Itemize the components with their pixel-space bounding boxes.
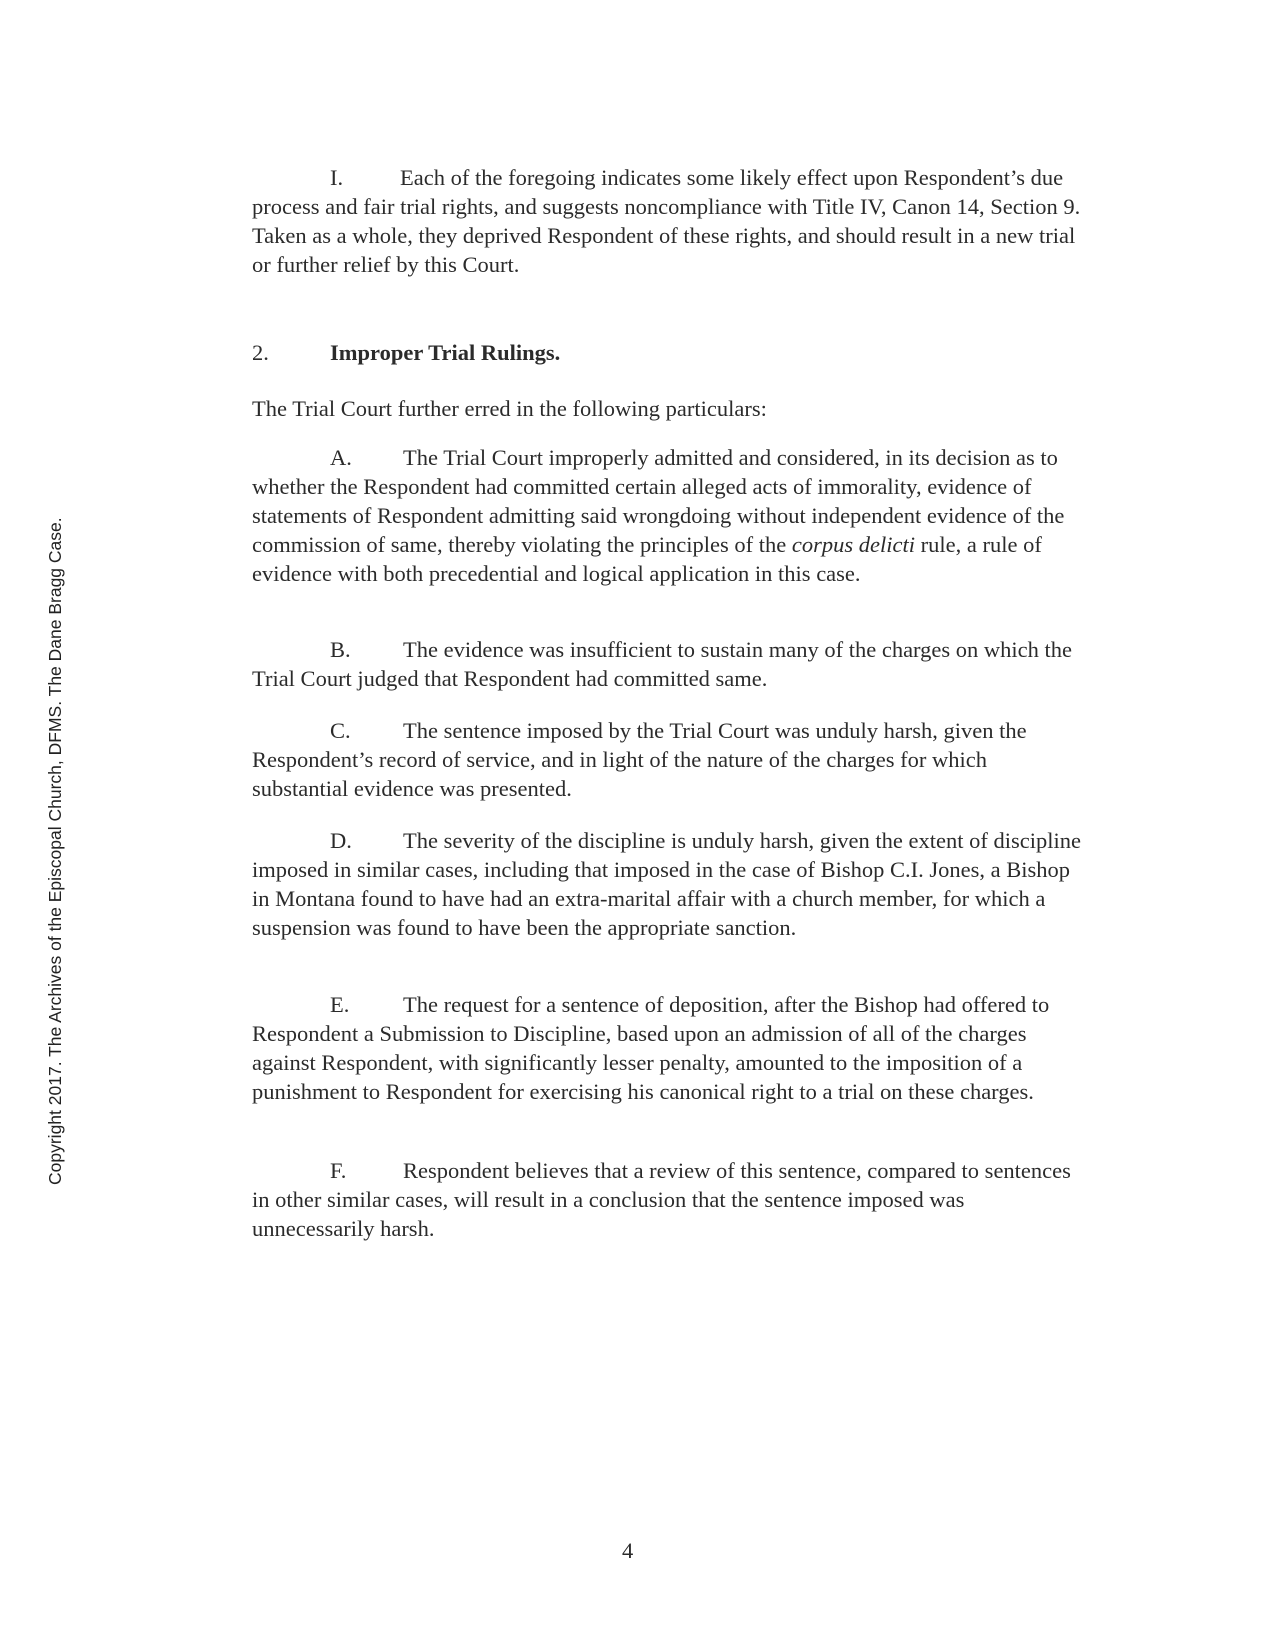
page-number: 4 — [622, 1538, 634, 1563]
paragraph-i-body — [252, 163, 1082, 279]
item-a — [252, 443, 1082, 588]
item-text: The request for a sentence of deposition, after the Bishop had offered to Respondent a Submission to Discipline, based upon an admission of all of the charges against Respondent, with significantly lesser penalty, amounted to the imposition of a punishment to Respondent for exercising his canonical right to a trial on these charges. — [252, 992, 1050, 1104]
item-b — [252, 635, 1082, 693]
item-c — [252, 716, 1082, 803]
item-label: A. — [330, 445, 352, 470]
item-label: F. — [330, 1158, 347, 1183]
copyright-side-note: Copyright 2017. The Archives of the Episcopal Church, DFMS. The Dane Bragg Case. — [45, 517, 65, 1185]
paragraph-i — [252, 163, 1082, 279]
item-label: C. — [330, 718, 351, 743]
item-italic-term: corpus delicti — [791, 532, 915, 557]
item-text: The evidence was insufficient to sustain many of the charges on which the Trial Court judged that Respondent had committed same. — [252, 637, 1072, 691]
item-text: The sentence imposed by the Trial Court was unduly harsh, given the Respondent’s record of service, and in light of the nature of the charges for which substantial evidence was presented. — [252, 718, 1027, 801]
item-e — [252, 990, 1082, 1106]
section-number: 2. — [252, 340, 269, 365]
item-text-continued: rule, a rule of evidence with both precedential and logical application in this case. — [252, 532, 1042, 586]
section-heading — [252, 340, 560, 366]
item-label: E. — [330, 992, 350, 1017]
item-label: D. — [330, 828, 352, 853]
item-d — [252, 826, 1082, 942]
item-text: The Trial Court improperly admitted and considered, in its decision as to whether the Respondent had committed certain alleged acts of immorality, evidence of statements of Respondent admitting said wrongdoing without independent evidence of the commission of same, thereby violating the principles of the — [252, 445, 1065, 557]
item-f — [252, 1156, 1082, 1243]
item-text: The severity of the discipline is unduly harsh, given the extent of discipline imposed in similar cases, including that imposed in the case of Bishop C.I. Jones, a Bishop in Montana found to have had an extra-marital affair with a church member, for which a suspension was found to have been the appropriate sanction. — [252, 828, 1081, 940]
section-title: Improper Trial Rulings. — [330, 340, 561, 365]
paragraph-i-text: Each of the foregoing indicates some likely effect upon Respondent’s due process and fair trial rights, and suggests noncompliance with Title IV, Canon 14, Section 9. Taken as a whole, they deprived Respondent of these rights, and should result in a new trial or further relief by this Court. — [252, 165, 1081, 277]
item-label: B. — [330, 637, 351, 662]
paragraph-i-label: I. — [330, 165, 344, 190]
section-intro: The Trial Court further erred in the following particulars: — [252, 396, 767, 421]
item-text: Respondent believes that a review of this sentence, compared to sentences in other similar cases, will result in a conclusion that the sentence imposed was unnecessarily harsh. — [252, 1158, 1071, 1241]
